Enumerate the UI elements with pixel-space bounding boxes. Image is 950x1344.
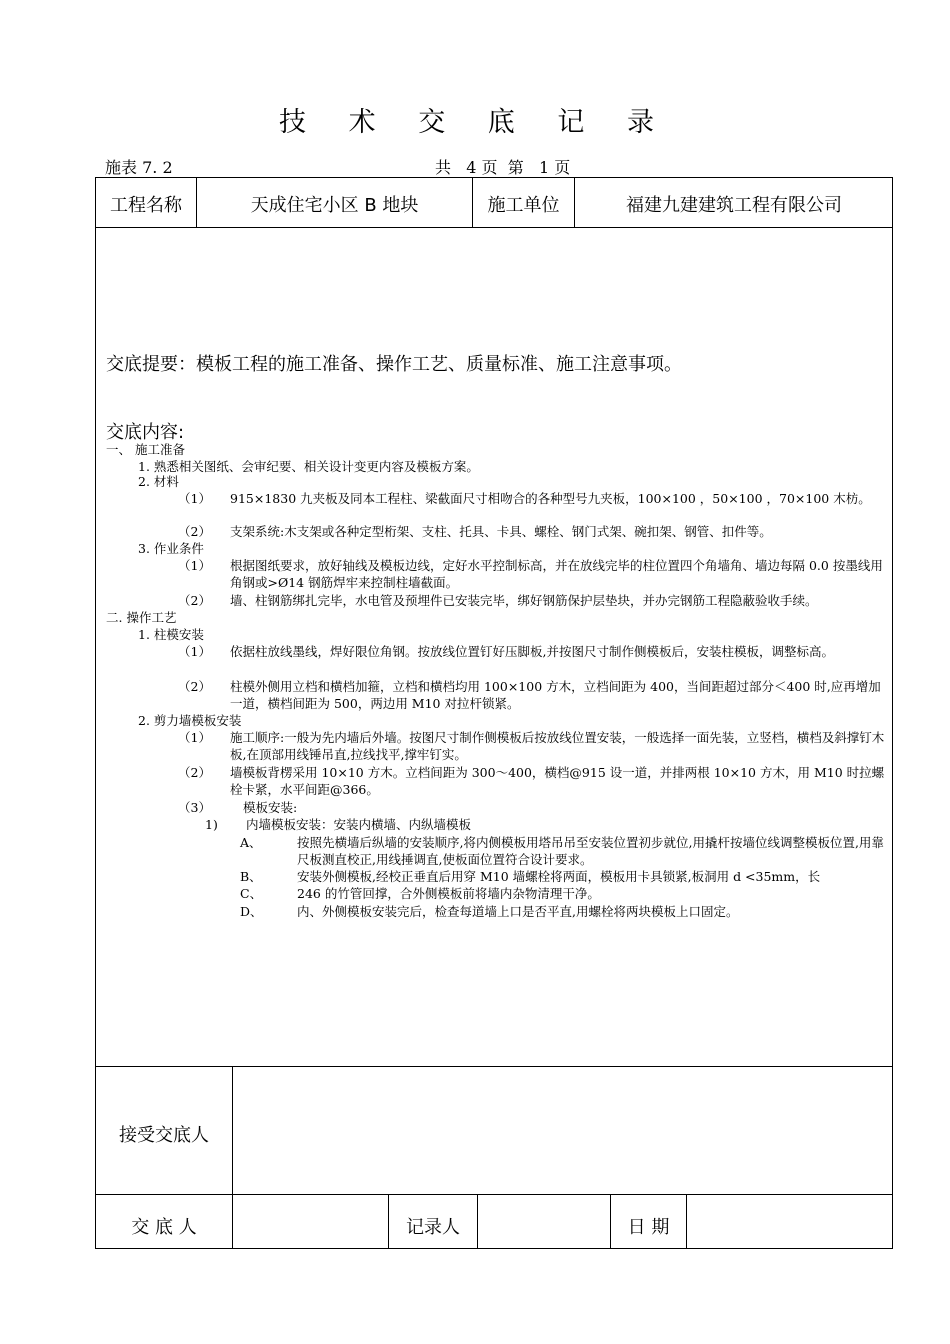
list-item: 1. 熟悉相关图纸、会审纪要、相关设计变更内容及模板方案。 [138, 459, 479, 474]
project-name-value: 天成住宅小区 B 地块 [250, 195, 419, 216]
item-number: C、 [240, 886, 263, 901]
contractor-value: 福建九建建筑工程有限公司 [626, 195, 842, 216]
list-item: 2. 材料 [138, 474, 179, 489]
item-number: D、 [240, 904, 263, 919]
section-heading: 一、 施工准备 [106, 442, 185, 457]
divider [477, 1194, 478, 1249]
divider [95, 1066, 893, 1067]
item-number: B、 [240, 869, 262, 884]
document-title: 技 术 交 底 记 录 [279, 107, 671, 138]
date-label: 日 期 [627, 1217, 670, 1238]
list-item: 2. 剪力墙模板安装 [138, 713, 242, 728]
list-item: 墙、柱钢筋绑扎完毕，水电管及预埋件已安装完毕，绑好钢筋保护层垫块，并办完钢筋工程隐蔽验收手续。 [230, 593, 818, 608]
item-number: （2） [178, 524, 211, 539]
item-number: （1） [178, 491, 211, 506]
list-item: 依据柱放线墨线，焊好限位角钢。按放线位置钉好压脚板,并按图尺寸制作侧模板后，安装柱模板，调整标高。 [230, 644, 834, 659]
item-number: （2） [178, 765, 211, 780]
divider [686, 1194, 687, 1249]
list-item: 246 的竹管回撑，合外侧模板前将墙内杂物清理干净。 [297, 886, 600, 901]
section-heading: 二. 操作工艺 [106, 610, 177, 625]
item-number: （2） [178, 679, 211, 694]
list-item: 模板安装: [243, 800, 298, 815]
content-heading: 交底内容: [106, 422, 185, 443]
list-item: 内墙模板安装：安装内横墙、内纵墙模板 [246, 817, 472, 832]
divider [95, 1194, 893, 1195]
list-item: 3. 作业条件 [138, 541, 204, 556]
contractor-label: 施工单位 [487, 195, 560, 216]
list-item: 支架系统:木支架或各种定型桁架、支柱、托具、卡具、螺栓、钢门式架、碗扣架、钢管、扣件等。 [230, 524, 772, 539]
item-number: 1) [205, 817, 218, 832]
list-item: 1. 柱模安装 [138, 627, 204, 642]
list-item: 915×1830 九夹板及同本工程柱、梁截面尺寸相吻合的各种型号九夹板，100×100 ，50×100 ，70×100 木枋。 [230, 491, 871, 506]
receiver-label: 接受交底人 [119, 1125, 209, 1146]
item-number: （1） [178, 558, 211, 573]
item-number: A、 [240, 835, 262, 850]
list-item: 根据图纸要求，放好轴线及模板边线，定好水平控制标高，并在放线完毕的柱位置四个角墙角、墙边每隔 0.0 按墨线用角钢或>Ø14 钢筋焊牢来控制柱墙截面。 [230, 558, 883, 590]
list-item: 安装外侧模板,经校正垂直后用穿 M10 墙螺栓将两面，模板用卡具锁紧,板洞用 d <35mm，长 [297, 869, 821, 884]
item-number: （1） [178, 644, 211, 659]
list-item: 施工顺序:一般为先内墙后外墙。按图尺寸制作侧模板后按放线位置安装，一般选择一面先装，立竖档，横档及斜撑钉木板,在顶部用线锤吊直,拉线找平,撑牢钉实。 [230, 730, 885, 762]
briefer-label: 交 底 人 [131, 1217, 197, 1238]
project-name-label: 工程名称 [110, 195, 182, 216]
list-item: 柱模外侧用立档和横档加箍，立档和横档均用 100×100 方木，立档间距为 400，当间距超过部分＜400 时,应再增加一道，横档间距为 500，两边用 M10 对拉杆锁紧。 [230, 679, 881, 711]
divider [95, 227, 893, 228]
item-number: （3） [178, 800, 211, 815]
recorder-label: 记录人 [406, 1217, 460, 1238]
list-item: 墙模板背楞采用 10×10 方木。立档间距为 300～400，横档@915 设一道，并排两根 10×10 方木，用 M10 时拉螺栓卡紧，水平间距@366。 [230, 765, 885, 797]
list-item: 内、外侧模板安装完后，检查每道墙上口是否平直,用螺栓将两块模板上口固定。 [297, 904, 739, 919]
form-number: 施表 7. 2 [105, 158, 173, 177]
page-counter: 共 4 页 第 1 页 [435, 158, 571, 177]
divider [232, 1066, 233, 1249]
item-number: （1） [178, 730, 211, 745]
briefing-summary: 交底提要：模板工程的施工准备、操作工艺、质量标准、施工注意事项。 [106, 354, 682, 375]
item-number: （2） [178, 593, 211, 608]
list-item: 按照先横墙后纵墙的安装顺序,将内侧模板用塔吊吊至安装位置初步就位,用撬杆按墙位线调整模板位置,用靠尺板测直校正,用线捶调直,使板面位置符合设计要求。 [297, 835, 884, 867]
